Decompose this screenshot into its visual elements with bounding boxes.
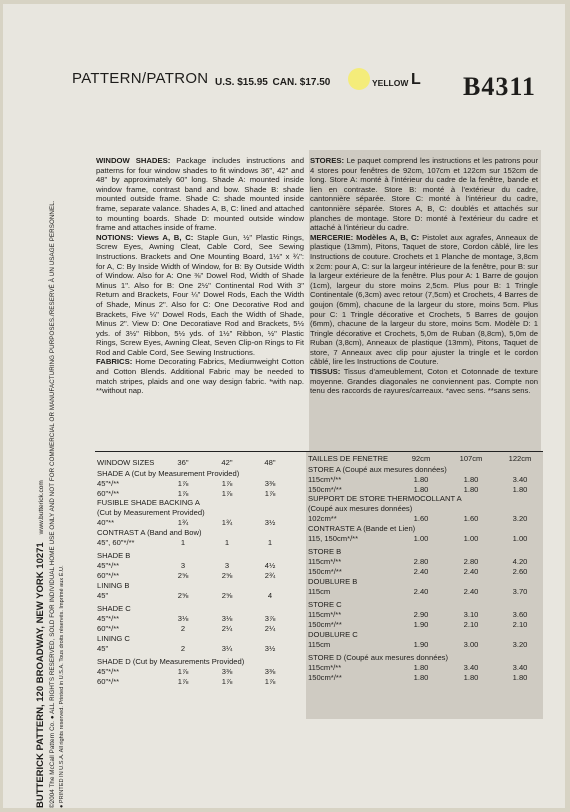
window-shades-title: WINDOW SHADES:	[96, 156, 171, 165]
yardage-cell: 3.40	[463, 663, 479, 673]
yardage-cell: 2.40	[463, 586, 479, 596]
table-group-heading	[306, 630, 543, 640]
yardage-cell: 1⅞	[177, 488, 189, 498]
table-group-heading	[95, 657, 304, 667]
yardage-cell: 3.20	[512, 513, 528, 523]
yardage-cell: 3¼	[221, 643, 233, 653]
yardage-table-french	[306, 452, 543, 719]
row-label: 115cm	[308, 586, 331, 596]
yardage-cell: 4.20	[512, 557, 528, 567]
yardage-cell: 3.60	[512, 610, 528, 620]
yardage-cell: 2.90	[413, 610, 429, 620]
table-group-heading	[306, 494, 543, 504]
yardage-cell: 1.60	[463, 513, 479, 523]
row-label: 150cm*/**	[308, 619, 342, 629]
row-label: 45"*/**	[97, 667, 120, 677]
yardage-cell: 2.40	[413, 586, 429, 596]
table-group-heading	[95, 498, 304, 508]
group-label: STORE C	[308, 600, 342, 610]
yardage-cell: 4½	[264, 561, 276, 571]
pattern-number: B4311	[463, 72, 536, 101]
table-group-heading	[306, 547, 543, 557]
group-label: SHADE D (Cut by Measurements Provided)	[97, 657, 245, 667]
yardage-cell: 2	[180, 623, 186, 633]
yardage-cell: 3.20	[512, 639, 528, 649]
table-row	[306, 557, 543, 567]
table-header-row	[306, 452, 543, 465]
mercerie-text: Pistolet aux agrafes, Anneaux de plastique (13mm), Pitons, Taquet de store, Cordon câblé, lire les Instructions de couture. Crochets et 1 Planche de montage, 3,8cm x 2cm: pour A, C: sur la largeur intérieure de la fenêtre, pour B: sur la largeur extérieure de la fenêtre. Plus pour A: 1 Barre de goujon (1cm), largeur du store moins 2,5cm. Plus pour B: 1 Tringle Continentale (6,3cm) avec retour (7,5cm) et Crochets, 4 Barres de goujon (6mm), chacune de la largeur du store, moins 5cm. Plus pour C: 1 Tringle décorative et Crochets, 5 Barres de goujon (6mm), chacune de la largeur du store, moins 5cm. Modèle D: 1 Tringle décorative et Crochets, 5,0m de Ruban (8,8cm), 5,0m de Ruban (3,8cm), Anneaux de plastique (13mm), Pitons, Taquet de store, 7 Anneaux avec clip pour ajuster la tringle et le cordon câblé, lire les Instructions de Couture.	[310, 232, 539, 367]
yardage-cell: 2.80	[413, 557, 429, 567]
table-row	[95, 644, 304, 654]
table-group-heading	[95, 528, 304, 538]
row-label: 150cm*/**	[308, 672, 342, 682]
table-row	[306, 640, 543, 650]
table-group-heading	[95, 551, 304, 561]
row-label: 45"*/**	[97, 614, 120, 624]
row-label: 45"*/**	[97, 478, 120, 488]
yardage-cell: 3.40	[512, 663, 528, 673]
yardage-cell: 3⅜	[264, 478, 276, 488]
row-label: 60"*/**	[97, 570, 120, 580]
group-label: DOUBLURE B	[308, 576, 358, 586]
table-group-heading	[306, 653, 543, 663]
stores-title: STORES:	[310, 156, 345, 165]
yardage-cell: 2.60	[512, 566, 528, 576]
group-label: LINING B	[97, 580, 130, 590]
group-label: CONTRAST A (Band and Bow)	[97, 527, 202, 537]
header-42: 42"	[221, 458, 233, 467]
yardage-cell: 2.80	[463, 557, 479, 567]
yardage-cell: 2⅝	[177, 570, 189, 580]
table-row	[306, 534, 543, 544]
tissus-title: TISSUS:	[310, 367, 341, 377]
group-label: SUPPORT DE STORE THERMOCOLLANT A	[308, 494, 462, 504]
yardage-cell: 1.80	[413, 663, 429, 673]
table-group-heading	[95, 469, 304, 479]
yardage-cell: 1.80	[413, 672, 429, 682]
group-label: LINING C	[97, 633, 130, 643]
fabrics-title: FABRICS:	[96, 357, 133, 367]
header-48: 48"	[264, 458, 276, 467]
table-row	[306, 475, 543, 485]
yardage-cell: 3⅛	[177, 614, 189, 624]
header-122cm: 122cm	[508, 454, 532, 463]
yardage-cell: 3⅛	[221, 614, 233, 624]
yardage-cell: 1⅞	[221, 676, 233, 686]
yardage-cell: 1	[180, 537, 186, 547]
group-label: SHADE B	[97, 551, 131, 561]
row-label: 102cm**	[308, 513, 337, 523]
table-row	[95, 518, 304, 528]
header-107cm: 107cm	[459, 454, 483, 463]
table-group-heading	[95, 634, 304, 644]
table-row	[306, 567, 543, 577]
yardage-cell: 3	[224, 561, 230, 571]
group-label: SHADE C	[97, 604, 131, 614]
stores-text: Le paquet comprend les instructions et les patrons pour 4 stores pour fenêtres de 92cm, 107cm et 122cm sur 152cm de long. Store A: monté à l'intérieur du cadre de la fenêtre, bande et lien en contraste. Store B: monté à l'extérieur du cadre, cantonnière séparée. Store C: monté à l'intérieur du cadre, cantonnière séparée. Stores A, B, C: doublés et attachés sur planches de montage. Store D: monté à l'extérieur du cadre et attaché à l'intérieur du cadre.	[310, 156, 538, 233]
yardage-cell: 1¾	[177, 517, 189, 527]
notions-title: NOTIONS: Views A, B, C:	[96, 232, 194, 242]
row-label: 60"*/**	[97, 676, 120, 686]
table-group-heading	[306, 504, 543, 514]
yellow-color-dot	[348, 68, 370, 90]
yardage-cell: 1.00	[413, 533, 429, 543]
row-label: 40"**	[97, 517, 115, 527]
price-line	[215, 77, 330, 88]
color-label: YELLOW	[372, 78, 409, 88]
header-92cm: 92cm	[411, 454, 431, 463]
yardage-cell: 1⅞	[177, 667, 189, 677]
table-group-heading	[95, 508, 304, 518]
yardage-cell: 2¾	[264, 570, 276, 580]
copyright-notice: ©2004 The McCall Pattern Co. ● ALL RIGHTS RESERVED, SOLD FOR INDIVIDUAL HOME USE ONLY AND NOT FOR COMMERCIAL OR MANUFACTURING PURPOSES./RESERVÉ À UN USAGE PERSONNEL.	[49, 200, 56, 808]
table-row	[95, 561, 304, 571]
row-label: 150cm*/**	[308, 566, 342, 576]
yardage-cell: 2.40	[413, 566, 429, 576]
yardage-cell: 2⅝	[221, 590, 233, 600]
row-label: 45"*/**	[97, 561, 120, 571]
yardage-cell: 3⅜	[221, 667, 233, 677]
yardage-cell: 3⅞	[264, 614, 276, 624]
yardage-cell: 1⅞	[177, 676, 189, 686]
row-label: 115cm	[308, 639, 331, 649]
price-can: CAN. $17.50	[272, 77, 331, 88]
table-row	[95, 538, 304, 548]
yardage-cell: 2	[180, 643, 186, 653]
yardage-cell: 3.70	[512, 586, 528, 596]
row-label: 150cm*/**	[308, 484, 342, 494]
yardage-cell: 1.80	[413, 484, 429, 494]
window-shades-text: Package includes instructions and patterns for four window shades to fit windows 36", 42" and 48" by approximately 60" long. Shade A: mounted inside window frame, contrast band and bow. Shade B: shade mounted outside frame. Shade C: shade mounted inside frame, separate valance. Shades A, B, C: lined and attached to mounting boards. Shade D: mounted outside window frame and attaches inside of frame.	[96, 156, 304, 233]
group-label: FUSIBLE SHADE BACKING A	[97, 498, 200, 508]
yardage-cell: 1.80	[512, 484, 528, 494]
yardage-cell: 1⅞	[264, 676, 276, 686]
yardage-cell: 1⅞	[221, 478, 233, 488]
yardage-cell: 1¾	[221, 517, 233, 527]
row-label: 45", 60"*/**	[97, 537, 135, 547]
header-36: 36"	[177, 458, 189, 467]
yardage-cell: 3.40	[512, 474, 528, 484]
yardage-cell: 2¼	[264, 623, 276, 633]
yardage-cell: 1⅞	[177, 478, 189, 488]
table-row	[95, 479, 304, 489]
header-tailles: TAILLES DE FENETRE	[308, 454, 389, 463]
table-row	[95, 489, 304, 499]
table-row	[95, 667, 304, 677]
size-label: L	[411, 71, 421, 88]
group-label: (Coupé aux mesures données)	[308, 504, 413, 514]
tissus-text: Tissus d'ameublement, Coton et Cotonnade de texture moyenne. Grandes diagonales ne conviennent pas. Compte non tenu des raccords de rayures/carreaux. *avec sens. **sans sens.	[310, 367, 539, 396]
row-label: 115cm*/**	[308, 557, 342, 567]
yardage-cell: 2.10	[463, 619, 479, 629]
table-row	[95, 591, 304, 601]
table-group-heading	[306, 600, 543, 610]
yardage-cell: 1	[267, 537, 273, 547]
yardage-cell: 1⅞	[264, 488, 276, 498]
printed-notice: ● PRINTED IN U.S.A. All rights reserved. Printed in U.S.A. Tous droits réservés. Imprimé aux É.U.	[59, 565, 65, 808]
yardage-cell: 3½	[264, 517, 276, 527]
yardage-cell: 1.80	[463, 672, 479, 682]
table-row	[306, 514, 543, 524]
yardage-cell: 1.00	[512, 533, 528, 543]
table-group-heading	[95, 581, 304, 591]
table-row	[95, 677, 304, 687]
yardage-cell: 1.90	[413, 639, 429, 649]
table-row	[306, 485, 543, 495]
table-row	[306, 587, 543, 597]
group-label: STORE B	[308, 547, 342, 557]
row-label: 45"	[97, 643, 109, 653]
header-window-sizes: WINDOW SIZES	[97, 458, 155, 467]
group-label: CONTRASTE A (Bande et Lien)	[308, 523, 416, 533]
yardage-cell: 1.80	[413, 474, 429, 484]
row-label: 45"	[97, 590, 109, 600]
table-row	[306, 620, 543, 630]
fabrics-text: Home Decorating Fabrics, Mediumweight Cotton and Cotton Blends. Additional Fabric may be needed to match stripes, plaids and one way design fabric. *with nap. **without nap.	[96, 357, 304, 396]
yardage-cell: 3½	[264, 643, 276, 653]
group-label: (Cut by Measurement Provided)	[97, 508, 205, 518]
yardage-cell: 3	[180, 561, 186, 571]
row-label: 115, 150cm*/**	[308, 533, 359, 543]
row-label: 60"*/**	[97, 623, 120, 633]
row-label: 60"*/**	[97, 488, 120, 498]
table-row	[306, 663, 543, 673]
group-label: STORE A (Coupé aux mesures données)	[308, 465, 447, 474]
yardage-cell: 3.10	[463, 610, 479, 620]
yardage-cell: 1.00	[463, 533, 479, 543]
yardage-cell: 1⅞	[221, 488, 233, 498]
group-label: STORE D (Coupé aux mesures données)	[308, 653, 448, 663]
row-label: 115cm*/**	[308, 610, 342, 620]
group-label: DOUBLURE C	[308, 629, 358, 639]
yardage-cell: 1	[224, 537, 230, 547]
publisher-sidebar	[34, 88, 72, 808]
yardage-table-english	[95, 456, 304, 687]
yardage-cell: 1.90	[413, 619, 429, 629]
table-header-row	[95, 456, 304, 469]
french-description	[310, 156, 538, 396]
table-row	[95, 624, 304, 634]
publisher-website: www.butterick.com	[38, 480, 45, 535]
yardage-cell: 1.80	[463, 474, 479, 484]
yardage-cell: 1.80	[463, 484, 479, 494]
price-us: U.S. $15.95	[215, 77, 268, 88]
yardage-cell: 2.40	[463, 566, 479, 576]
brand-label: PATTERN/PATRON	[72, 70, 209, 87]
yardage-cell: 1.80	[512, 672, 528, 682]
table-group-heading	[306, 465, 543, 475]
table-row	[95, 571, 304, 581]
notions-text: Staple Gun, ½" Plastic Rings, Screw Eyes, Awning Cleat, Cable Cord, See Sewing Instructions. Brackets and One Mounting Board, 1½" x ¾": for A, C: By Inside Width of Window, for B: By Outside Width of Window. Also for A: One ⅜" Dowel Rod, Width of Shade Minus 1". Also for B: One 2½" Continental Rod With 3" Return and Brackets, Four ¼" Dowel Rods, Each the Width of Shade, Minus 2". Also for C: One Decorative Rod and Brackets, Five ¼" Dowel Rods, Each the Width of Shade, Minus 2". View D: One Decoratiave Rod and Brackets, 5½ yds. of 3½" Ribbon, 5½ yds. of 1½" Ribbon, ½" Plastic Rings, Screw Eyes, Awning Cleat, Seven Clip-on Rings to Fit Rod and Cable Cord, See Sewing Instructions.	[96, 232, 304, 357]
yardage-cell: 1.60	[413, 513, 429, 523]
yardage-cell: 2¼	[221, 623, 233, 633]
english-description	[96, 156, 304, 396]
yardage-cell: 4	[267, 590, 273, 600]
row-label: 115cm*/**	[308, 663, 342, 673]
yardage-cell: 2⅝	[177, 590, 189, 600]
table-row	[306, 673, 543, 683]
yardage-cell: 3⅜	[264, 667, 276, 677]
table-group-heading	[306, 524, 543, 534]
table-group-heading	[95, 604, 304, 614]
yardage-cell: 2⅝	[221, 570, 233, 580]
table-group-heading	[306, 577, 543, 587]
table-row	[306, 610, 543, 620]
group-label: SHADE A (Cut by Measurement Provided)	[97, 469, 240, 478]
row-label: 115cm*/**	[308, 474, 342, 484]
mercerie-title: MERCERIE: Modèles A, B, C:	[310, 232, 420, 242]
yardage-cell: 2.10	[512, 619, 528, 629]
publisher-address: BUTTERICK PATTERN, 120 BROADWAY, NEW YORK 10271	[35, 542, 46, 808]
yardage-cell: 3.00	[463, 639, 479, 649]
table-row	[95, 614, 304, 624]
